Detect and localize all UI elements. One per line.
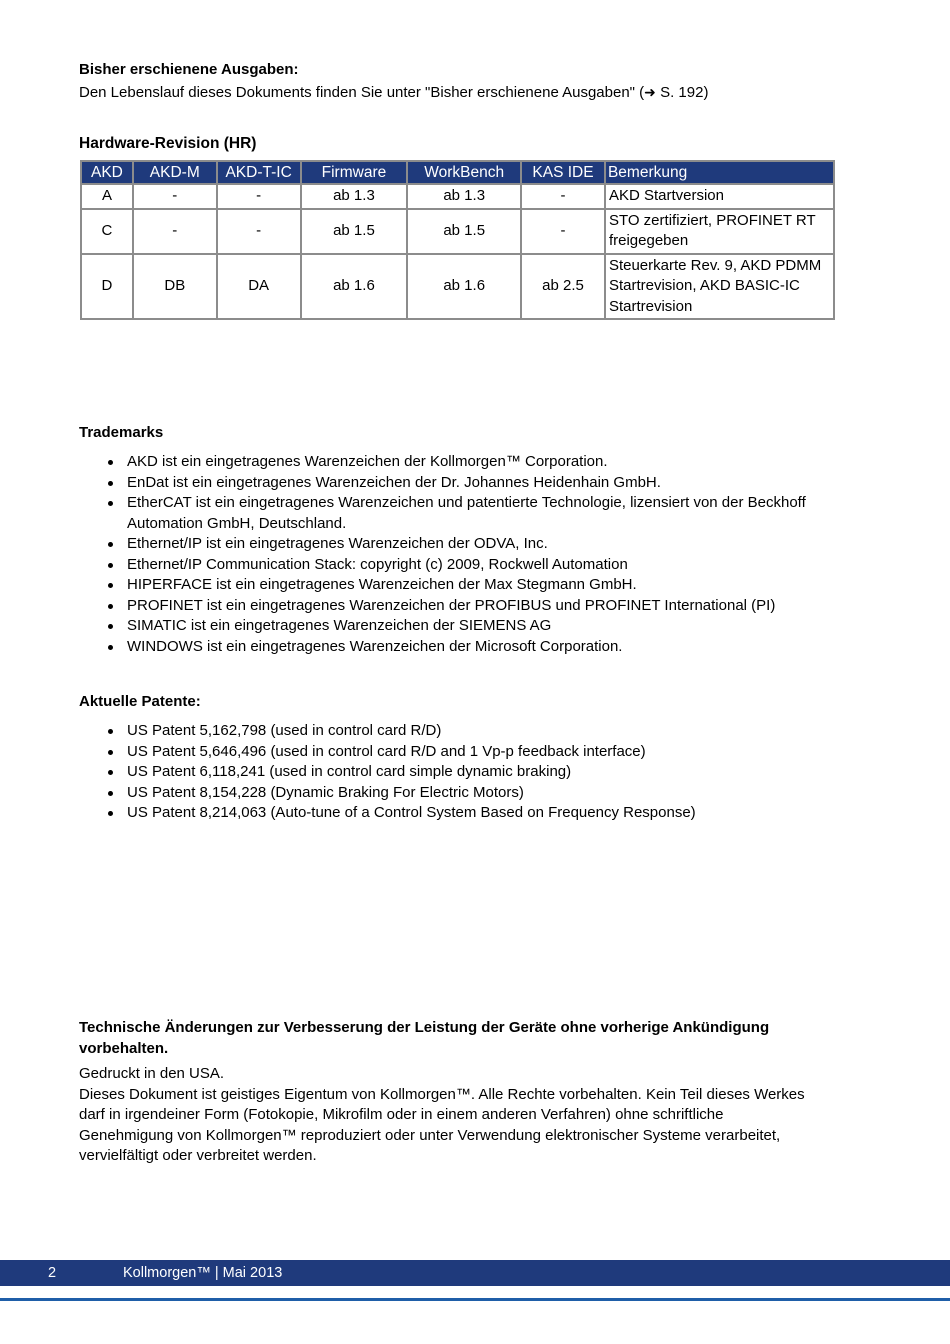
- table-cell: A: [81, 184, 133, 209]
- footer-company-date: Kollmorgen™ | Mai 2013: [123, 1265, 283, 1281]
- table-cell: ab 1.6: [301, 254, 408, 320]
- column-header: WorkBench: [407, 161, 521, 184]
- bullet-icon: [108, 583, 113, 588]
- printed-in-text: Gedruckt in den USA.: [79, 1065, 225, 1082]
- trademarks-section: [79, 422, 839, 657]
- hardware-revision-table: [80, 160, 835, 320]
- list-item: [127, 721, 839, 742]
- bullet-icon: [108, 729, 113, 734]
- table-cell: C: [81, 209, 133, 254]
- bullet-icon: [108, 481, 113, 486]
- column-header: Bemerkung: [605, 161, 834, 184]
- notice-section: [79, 1017, 819, 1167]
- bullet-icon: [108, 645, 113, 650]
- list-item: [127, 742, 839, 763]
- table-cell: ab 1.6: [407, 254, 521, 320]
- table-cell: -: [521, 209, 605, 254]
- table-cell: DA: [217, 254, 301, 320]
- list-item-text: PROFINET ist ein eingetragenes Warenzeichen der PROFIBUS und PROFINET International (PI): [127, 596, 776, 614]
- page-number: 2: [48, 1265, 57, 1281]
- table-cell: AKD Startversion: [605, 184, 834, 209]
- table-row: [81, 184, 834, 209]
- table-cell: Steuerkarte Rev. 9, AKD PDMM Startrevision, AKD BASIC-IC Startrevision: [605, 254, 834, 320]
- list-item: [127, 616, 839, 637]
- editions-heading: Bisher erschienene Ausgaben:: [79, 61, 299, 78]
- list-item: [127, 762, 839, 783]
- table-cell: ab 1.3: [407, 184, 521, 209]
- hardware-section: [79, 133, 839, 320]
- list-item: [127, 493, 839, 534]
- table-cell: ab 1.5: [407, 209, 521, 254]
- bullet-icon: [108, 624, 113, 629]
- table-cell: -: [217, 184, 301, 209]
- editions-text-after: S. 192): [655, 84, 709, 101]
- table-cell: -: [521, 184, 605, 209]
- list-item-text: Ethernet/IP ist ein eingetragenes Warenzeichen der ODVA, Inc.: [127, 535, 548, 552]
- list-item-text: HIPERFACE ist ein eingetragenes Warenzeichen der Max Stegmann GmbH.: [127, 576, 637, 593]
- footer-bar: [0, 1260, 950, 1286]
- editions-text-before: Den Lebenslauf dieses Dokuments finden Sie unter "Bisher erschienene Ausgaben" (: [79, 84, 645, 101]
- copyright-text: Dieses Dokument ist geistiges Eigentum von Kollmorgen™. Alle Rechte vorbehalten. Kein Teil dieses Werkes darf in irgendeiner Form (Fotokopie, Mikrofilm oder in einem anderen Verfahren) ohne schriftliche Genehmigung von Kollmorgen™ reproduziert oder unter Verwendung elektronischer Systeme verarbeitet, vervielfältigt oder verbreitet werden.: [79, 1085, 805, 1164]
- arrow-right-icon: ➜: [644, 85, 656, 101]
- list-item-text: SIMATIC ist ein eingetragenes Warenzeichen der SIEMENS AG: [127, 617, 552, 634]
- column-header: KAS IDE: [521, 161, 605, 184]
- editions-section: [79, 59, 839, 104]
- editions-text: [79, 83, 839, 104]
- list-item-text: US Patent 8,154,228 (Dynamic Braking For Electric Motors): [127, 783, 524, 801]
- notice-heading: Technische Änderungen zur Verbesserung der Leistung der Geräte ohne vorherige Ankündigung vorbehalten.: [79, 1019, 770, 1057]
- bullet-icon: [108, 750, 113, 755]
- patents-list: [79, 721, 839, 824]
- list-item: [127, 596, 839, 617]
- list-item-text: WINDOWS ist ein eingetragenes Warenzeichen der Microsoft Corporation.: [127, 637, 623, 655]
- table-cell: ab 2.5: [521, 254, 605, 320]
- bullet-icon: [108, 791, 113, 796]
- trademarks-list: [79, 452, 839, 657]
- trademarks-heading: Trademarks: [79, 424, 164, 441]
- list-item: [127, 803, 839, 824]
- hardware-heading: Hardware-Revision (HR): [79, 135, 257, 152]
- table-cell: D: [81, 254, 133, 320]
- list-item-text: AKD ist ein eingetragenes Warenzeichen der Kollmorgen™ Corporation.: [127, 453, 608, 470]
- patents-heading: Aktuelle Patente:: [79, 693, 201, 710]
- bullet-icon: [108, 460, 113, 465]
- list-item: [127, 783, 839, 804]
- table-cell: DB: [133, 254, 217, 320]
- bullet-icon: [108, 563, 113, 568]
- list-item: [127, 452, 839, 473]
- list-item-text: EtherCAT ist ein eingetragenes Warenzeichen und patentierte Technologie, lizensiert von der Beckhoff Automation GmbH, Deutschland.: [127, 494, 806, 532]
- table-row: [81, 254, 834, 320]
- bullet-icon: [108, 811, 113, 816]
- list-item-text: US Patent 5,646,496 (used in control card R/D and 1 Vp-p feedback interface): [127, 742, 646, 760]
- table-cell: -: [217, 209, 301, 254]
- table-cell: ab 1.3: [301, 184, 408, 209]
- table-cell: -: [133, 209, 217, 254]
- column-header: AKD: [81, 161, 133, 184]
- list-item-text: EnDat ist ein eingetragenes Warenzeichen der Dr. Johannes Heidenhain GmbH.: [127, 473, 661, 491]
- list-item: [127, 637, 839, 658]
- footer-divider: [0, 1298, 950, 1301]
- table-row: [81, 209, 834, 254]
- list-item-text: US Patent 5,162,798 (used in control card R/D): [127, 722, 442, 739]
- bullet-icon: [108, 770, 113, 775]
- column-header: Firmware: [301, 161, 408, 184]
- list-item: [127, 575, 839, 596]
- list-item: [127, 555, 839, 576]
- patents-section: [79, 691, 839, 824]
- table-cell: STO zertifiziert, PROFINET RT freigegeben: [605, 209, 834, 254]
- column-header: AKD-T-IC: [217, 161, 301, 184]
- list-item-text: Ethernet/IP Communication Stack: copyright (c) 2009, Rockwell Automation: [127, 555, 628, 573]
- list-item: [127, 534, 839, 555]
- column-header: AKD-M: [133, 161, 217, 184]
- table-header-row: [81, 161, 834, 184]
- bullet-icon: [108, 501, 113, 506]
- bullet-icon: [108, 542, 113, 547]
- bullet-icon: [108, 604, 113, 609]
- list-item-text: US Patent 6,118,241 (used in control card simple dynamic braking): [127, 763, 572, 780]
- table-cell: ab 1.5: [301, 209, 408, 254]
- list-item-text: US Patent 8,214,063 (Auto-tune of a Control System Based on Frequency Response): [127, 804, 696, 821]
- table-cell: -: [133, 184, 217, 209]
- list-item: [127, 473, 839, 494]
